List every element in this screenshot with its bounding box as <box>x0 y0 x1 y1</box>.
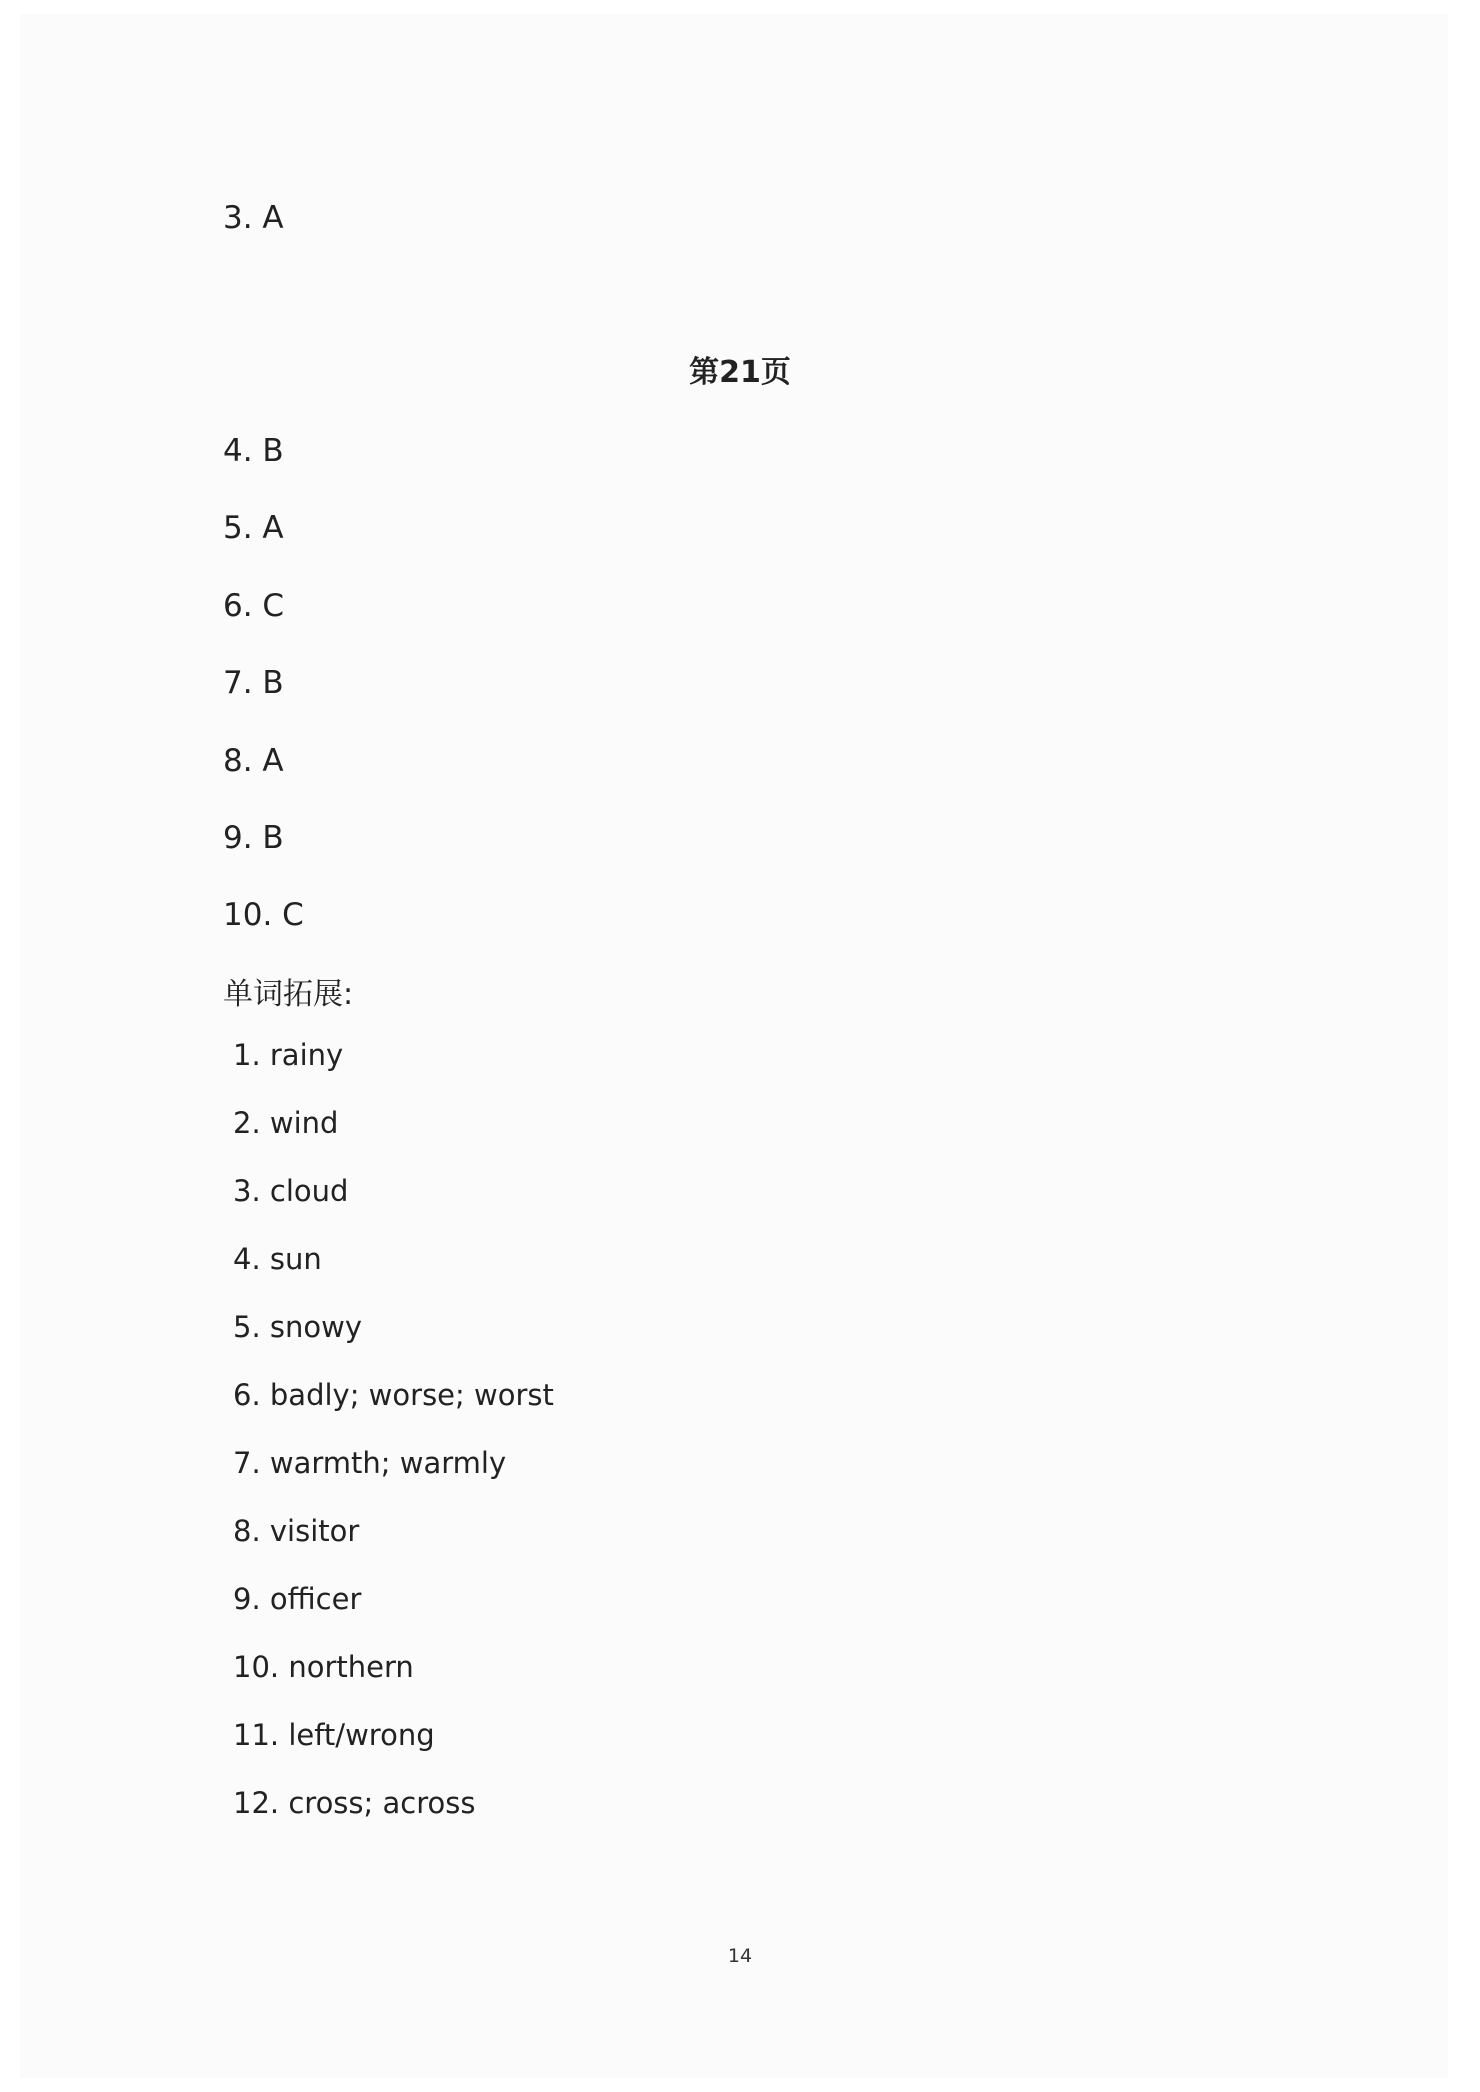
answer-item-7: 7. B <box>223 665 284 701</box>
vocab-item: 1. rainy <box>233 1038 344 1072</box>
vocab-item: 9. officer <box>233 1582 362 1616</box>
vocab-item: 7. warmth; warmly <box>233 1446 507 1480</box>
vocab-item: 11. left/wrong <box>233 1718 435 1752</box>
answer-item-10: 10. C <box>223 897 304 933</box>
page-number: 14 <box>727 1945 753 1967</box>
answer-item-4: 4. B <box>223 433 284 469</box>
answer-item-6: 6. C <box>223 588 285 624</box>
vocab-item: 10. northern <box>233 1650 414 1684</box>
vocab-item: 12. cross; across <box>233 1786 476 1820</box>
vocab-item: 5. snowy <box>233 1310 362 1344</box>
vocab-section-label: 单词拓展: <box>223 977 354 1012</box>
answer-item-9: 9. B <box>223 820 284 856</box>
vocab-item: 2. wind <box>233 1106 339 1140</box>
vocab-item: 8. visitor <box>233 1514 360 1548</box>
answer-item-8: 8. A <box>223 743 284 779</box>
page-heading: 第21页 <box>689 355 791 390</box>
vocab-item: 4. sun <box>233 1242 322 1276</box>
answer-item-3: 3. A <box>223 200 284 236</box>
vocab-item: 3. cloud <box>233 1174 349 1208</box>
answer-item-5: 5. A <box>223 510 284 546</box>
vocab-item: 6. badly; worse; worst <box>233 1378 554 1412</box>
